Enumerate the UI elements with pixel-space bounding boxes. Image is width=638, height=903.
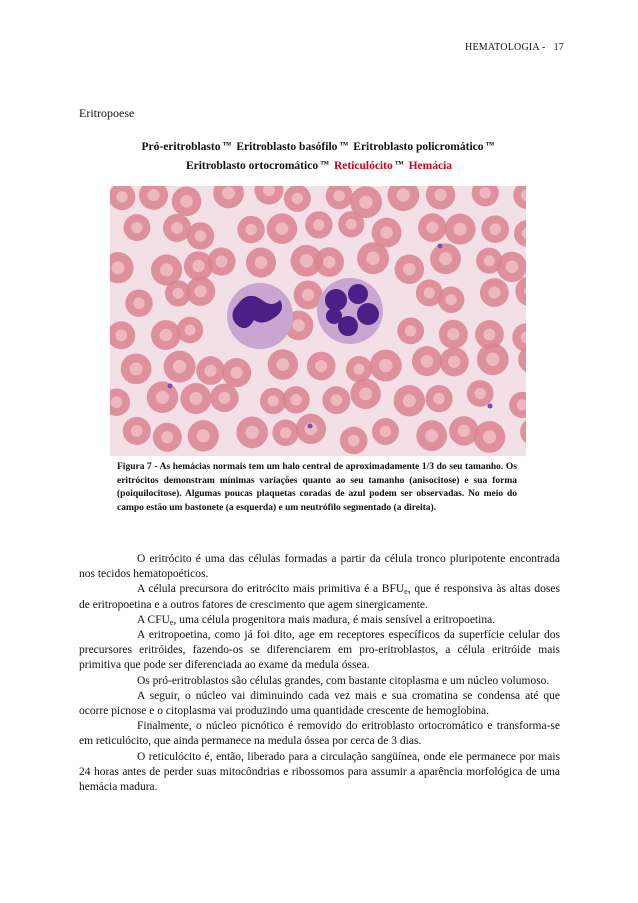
red-blood-cell — [513, 186, 526, 209]
red-blood-cell — [164, 351, 196, 383]
arrow-icon: ™ — [222, 140, 232, 150]
maturation-sequence — [79, 137, 559, 175]
body-text — [79, 552, 560, 795]
red-blood-cell — [439, 320, 468, 349]
red-blood-cell — [394, 385, 425, 416]
red-blood-cell — [520, 418, 526, 446]
paragraph: O eritrócito é uma das células formadas a partir da célula tronco pluripotente encontrada nos tecidos hematopoéticos. — [79, 553, 560, 581]
red-blood-cell — [418, 213, 447, 242]
paragraph: A seguir, o núcleo vai diminuindo cada vez mais e sua cromatina se condensa até que ocorre picnose e o citoplasma vai produzindo uma quantidade crescente de hemoglobina. — [79, 689, 560, 718]
red-blood-cell — [350, 379, 380, 409]
red-blood-cell — [172, 187, 202, 217]
red-blood-cell — [188, 420, 219, 451]
red-blood-cell — [338, 211, 364, 237]
segmented-neutrophil — [317, 278, 383, 344]
red-blood-cell — [440, 347, 469, 376]
red-blood-cell — [370, 350, 402, 382]
red-blood-cell — [322, 386, 350, 414]
red-blood-cell — [346, 356, 372, 382]
arrow-icon: ™ — [320, 159, 330, 169]
paragraph: O reticulócito é, então, liberado para a circulação sangüínea, onde ele permanece por mais 24 horas antes de perder suas mitocôndrias e ribossomos para assumir a aparência morfológica de uma hemácia madura. — [79, 750, 560, 794]
red-blood-cell — [416, 420, 447, 451]
red-blood-cell — [236, 417, 268, 449]
red-blood-cell — [326, 186, 353, 209]
stage-basophilic-erythroblast: Eritroblasto basófilo — [236, 141, 338, 153]
red-blood-cell — [514, 220, 526, 247]
red-blood-cell — [121, 353, 152, 384]
red-blood-cell — [425, 385, 452, 412]
red-blood-cell — [110, 186, 135, 210]
red-blood-cell — [186, 277, 215, 306]
red-blood-cell — [210, 384, 239, 413]
red-blood-cell — [123, 417, 151, 445]
red-blood-cell — [430, 243, 461, 274]
arrow-icon: ™ — [339, 140, 349, 150]
red-blood-cell — [124, 214, 151, 241]
red-blood-cell — [340, 427, 368, 455]
platelet — [488, 404, 493, 409]
red-blood-cell — [110, 321, 135, 349]
blood-smear-figure — [110, 186, 526, 456]
red-blood-cell — [180, 383, 211, 414]
red-blood-cell — [412, 346, 442, 376]
red-blood-cell — [387, 186, 419, 211]
red-blood-cell — [467, 380, 494, 407]
red-blood-cell — [139, 186, 168, 210]
stage-polychromatic-erythroblast: Eritroblasto policromático — [353, 141, 484, 153]
red-blood-cell — [438, 286, 465, 313]
red-blood-cell — [268, 349, 299, 380]
platelet — [438, 244, 443, 249]
red-blood-cell — [305, 211, 332, 238]
red-blood-cell — [147, 382, 178, 413]
paragraph: Finalmente, o núcleo picnótico é removido do eritroblasto ortocromático e transforma-se em reticulócito, que ainda permanece na medula óssea por cerca de 3 dias. — [79, 720, 560, 748]
red-blood-cell — [512, 323, 526, 351]
red-blood-cell — [163, 214, 191, 242]
red-blood-cell — [110, 252, 134, 283]
red-blood-cell — [474, 421, 506, 453]
red-blood-cell — [213, 186, 244, 208]
paragraph: Os pró-eritroblastos são células grandes, com bastante citoplasma e um núcleo volumoso. — [137, 674, 550, 687]
arrow-icon: ™ — [394, 159, 404, 169]
paragraph: A eritropoetina, como já foi dito, age em receptores específicos da superfície celular dos precursores eritróides, fazendo-os se diferenciarem em pro-eritroblastos, a célula eritróide mais primitiva que pode ser diferenciada ao exame da medula óssea. — [79, 629, 560, 672]
stage-orthochromatic-erythroblast: Eritroblasto ortocromático — [185, 160, 319, 172]
arrow-icon: ™ — [485, 140, 495, 150]
red-blood-cell — [445, 214, 476, 245]
red-blood-cell — [314, 247, 344, 277]
section-title: Eritropoese — [79, 106, 135, 120]
red-blood-cell — [207, 247, 235, 275]
red-blood-cell — [477, 343, 509, 375]
red-blood-cell — [472, 186, 499, 206]
red-blood-cell — [246, 247, 276, 277]
red-blood-cell — [237, 216, 264, 243]
page-header: HEMATOLOGIA - 17 — [465, 42, 564, 53]
paragraph: A célula precursora do eritrócito mais primitiva é a $BFU_e$, que é responsiva às altas doses de eritropoetina e a outros fatores de crescimento que agem sinergicamente. — [79, 583, 560, 611]
red-blood-cell — [307, 352, 336, 381]
red-blood-cell — [272, 420, 299, 447]
red-blood-cell — [426, 186, 455, 210]
red-blood-cell — [284, 186, 311, 212]
platelet — [308, 424, 313, 429]
red-blood-cell — [177, 317, 203, 343]
red-blood-cell — [372, 418, 399, 445]
red-blood-cell — [222, 358, 251, 387]
red-blood-cell — [509, 392, 526, 418]
red-blood-cell — [497, 252, 526, 282]
blood-smear-image — [110, 186, 526, 456]
stage-proerythroblast: Pró-eritroblasto — [141, 141, 221, 153]
red-blood-cell — [125, 289, 152, 316]
red-blood-cell — [397, 318, 424, 345]
paragraph: A $CFU_e$, uma célula progenitora mais madura, é mais sensível a eritropoetina. — [137, 613, 496, 627]
red-blood-cell — [480, 278, 509, 307]
red-blood-cell — [153, 423, 182, 452]
red-blood-cell — [267, 213, 298, 244]
red-blood-cell — [296, 414, 326, 444]
red-blood-cell — [187, 222, 214, 249]
red-blood-cell — [196, 356, 225, 385]
red-blood-cell — [449, 416, 479, 446]
red-blood-cell — [254, 186, 283, 205]
red-blood-cell — [110, 389, 130, 416]
figure-caption: Figura 7 - As hemácias normais tem um halo central de aproximadamente 1/3 do seu tamanho. Os eritrócitos demonstram mínimas variações quanto ao seu tamanho (anisocitose) e sua forma (poiquilocitose). Algumas poucas plaquetas coradas de azul podem ser observadas. No meio do campo estão um bastonete (a esquerda) e um neutrófilo segmentado (a direita). — [117, 462, 517, 513]
red-blood-cell — [282, 386, 310, 414]
red-blood-cell — [357, 242, 389, 274]
red-blood-cell — [481, 215, 509, 243]
red-blood-cell — [151, 320, 181, 350]
red-blood-cell — [395, 254, 425, 284]
platelet — [168, 384, 173, 389]
stage-erythrocyte: Hemácia — [408, 160, 453, 172]
band-cell — [227, 283, 293, 349]
stage-reticulocyte: Reticulócito — [333, 160, 393, 172]
